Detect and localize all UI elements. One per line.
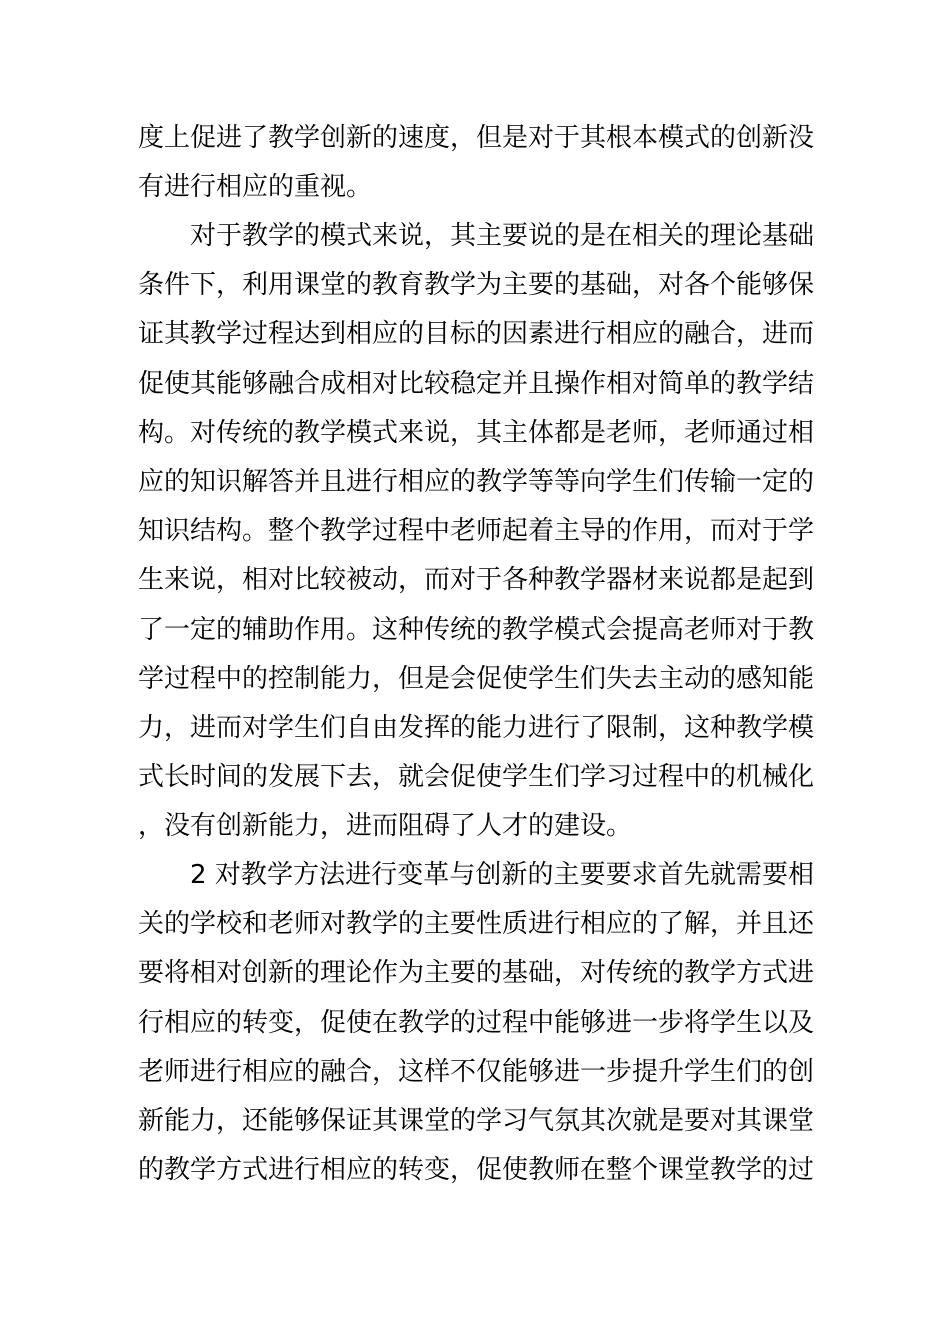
paragraph-section-2: [138, 851, 814, 1195]
paragraph-teaching-model: [138, 212, 814, 852]
paragraph-text: 度上促进了教学创新的速度，但是对于其根本模式的创新没有进行相应的重视。: [138, 123, 815, 203]
paragraph-continuation: [138, 114, 814, 212]
paragraph-text: 对于教学的模式来说，其主要说的是在相关的理论基础条件下，利用课堂的教育教学为主要的基础，对各个能够保证其教学过程达到相应的目标的因素进行相应的融合，进而促使其能够融合成相对比较稳定并且操作相对简单的教学结构。对传统的教学模式来说，其主体都是老师，老师通过相应的知识解答并且进行相应的教学等等向学生们传输一定的知识结构。整个教学过程中老师起着主导的作用，而对于学生来说，相对比较被动，而对于各种教学器材来说都是起到了一定的辅助作用。这种传统的教学模式会提高老师对于教学过程中的控制能力，但是会促使学生们失去主动的感知能力，进而对学生们自由发挥的能力进行了限制，这种教学模式长时间的发展下去，就会促使学生们学习过程中的机械化，没有创新能力，进而阻碍了人才的建设。: [138, 221, 815, 842]
paragraph-text: 2 对教学方法进行变革与创新的主要要求首先就需要相关的学校和老师对教学的主要性质进行相应的了解，并且还要将相对创新的理论作为主要的基础，对传统的教学方式进行相应的转变，促使在教学的过程中能够进一步将学生以及老师进行相应的融合，这样不仅能够进一步提升学生们的创新能力，还能够保证其课堂的学习气氛其次就是要对其课堂的教学方式进行相应的转变，促使教师在整个课堂教学的过: [138, 860, 815, 1186]
